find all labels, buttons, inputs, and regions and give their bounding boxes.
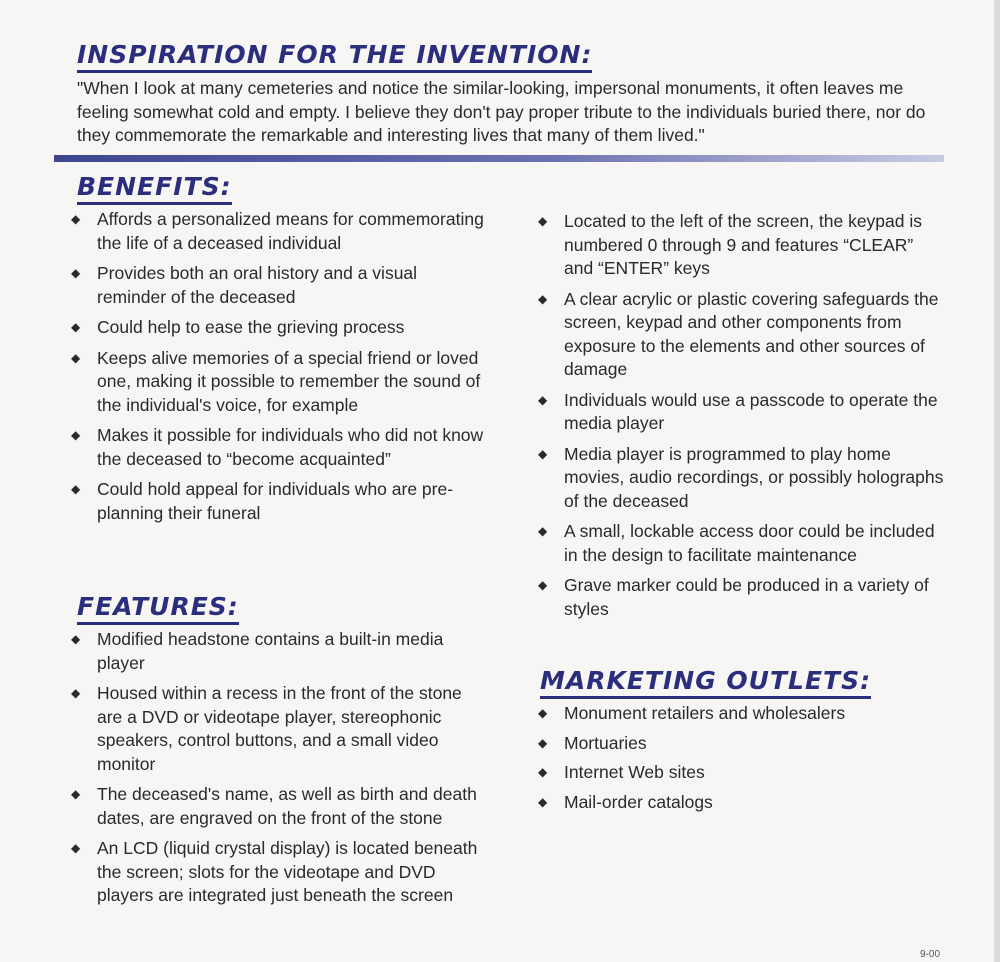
bullet-icon: ◆ [538,392,548,407]
list-item: ◆ A small, lockable access door could be included in the design to facilitate maintenance [538,521,935,565]
benefits-heading: BENEFITS: [77,172,232,205]
bullet-icon: ◆ [71,428,81,442]
list-item: ◆ Could help to ease the grieving process [70,316,490,340]
page-edge [994,0,1000,962]
bullet-icon: ◆ [538,706,548,720]
list-item: ◆ Mortuaries [537,732,947,756]
features-list-continued [537,210,947,628]
marketing-list [537,702,947,820]
list-item: ◆ Internet Web sites [537,761,947,785]
list-item: ◆ The deceased's name, as well as birth and death dates, are engraved on the front of the stone [71,784,477,828]
bullet-icon: ◆ [71,482,81,496]
bullet-icon: ◆ [71,686,81,700]
list-item: ◆ An LCD (liquid crystal display) is located beneath the screen; slots for the videotape and DVD players are integrated just beneath the screen [71,838,478,905]
bullet-icon: ◆ [71,212,81,226]
bullet-icon: ◆ [71,320,81,334]
bullet-icon: ◆ [538,446,548,461]
list-item: ◆ Keeps alive memories of a special friend or loved one, making it possible to remember the sound of the individual's voice, for example [71,347,481,415]
list-item: ◆ A clear acrylic or plastic covering safeguards the screen, keypad and other components from exposure to the elements and other sources of damage [538,288,939,379]
bullet-icon: ◆ [71,841,81,855]
bullet-icon: ◆ [71,787,81,801]
list-item: ◆ Grave marker could be produced in a variety of styles [538,575,929,619]
list-item: ◆ Monument retailers and wholesalers [537,702,947,726]
features-list [70,628,480,915]
list-item: ◆ Located to the left of the screen, the keypad is numbered 0 through 9 and features “CLEAR” and “ENTER” keys [538,211,923,278]
list-item: ◆ Provides both an oral history and a visual reminder of the deceased [71,263,418,307]
features-heading: FEATURES: [77,592,239,625]
bullet-icon: ◆ [538,578,548,592]
page-number: 9-00 [919,949,940,960]
inspiration-heading: INSPIRATION FOR THE INVENTION: [77,40,592,73]
list-item: ◆ Mail-order catalogs [537,791,947,815]
marketing-heading: MARKETING OUTLETS: [540,666,871,699]
list-item: ◆ Housed within a recess in the front of the stone are a DVD or videotape player, stereophonic speakers, control buttons, and a small video monitor [71,683,462,774]
bullet-icon: ◆ [538,524,548,538]
bullet-icon: ◆ [538,765,548,779]
list-item: ◆ Media player is programmed to play home movies, audio recordings, or possibly holographs of the deceased [538,443,944,511]
list-item: ◆ Affords a personalized means for commemorating the life of a deceased individual [71,209,484,253]
bullet-icon: ◆ [71,266,81,280]
bullet-icon: ◆ [71,350,81,365]
list-item: ◆ Modified headstone contains a built-in media player [71,629,444,673]
list-item: ◆ Individuals would use a passcode to operate the media player [538,389,938,433]
bullet-icon: ◆ [71,632,81,646]
list-item: ◆ Makes it possible for individuals who did not know the deceased to “become acquainted” [71,425,484,469]
bullet-icon: ◆ [538,291,548,306]
benefits-list [70,208,490,532]
list-item: ◆ Could hold appeal for individuals who are pre-planning their funeral [71,479,454,523]
bullet-icon: ◆ [538,794,548,809]
inspiration-quote: "When I look at many cemeteries and notice the similar-looking, impersonal monuments, it often leaves me feeling somewhat cold and empty. I believe they don't pay proper tribute to the individuals buried there, nor do they commemorate the remarkable and interesting lives that many of them lived." [77,78,926,145]
section-divider [54,155,944,162]
bullet-icon: ◆ [538,214,548,228]
bullet-icon: ◆ [538,735,548,750]
